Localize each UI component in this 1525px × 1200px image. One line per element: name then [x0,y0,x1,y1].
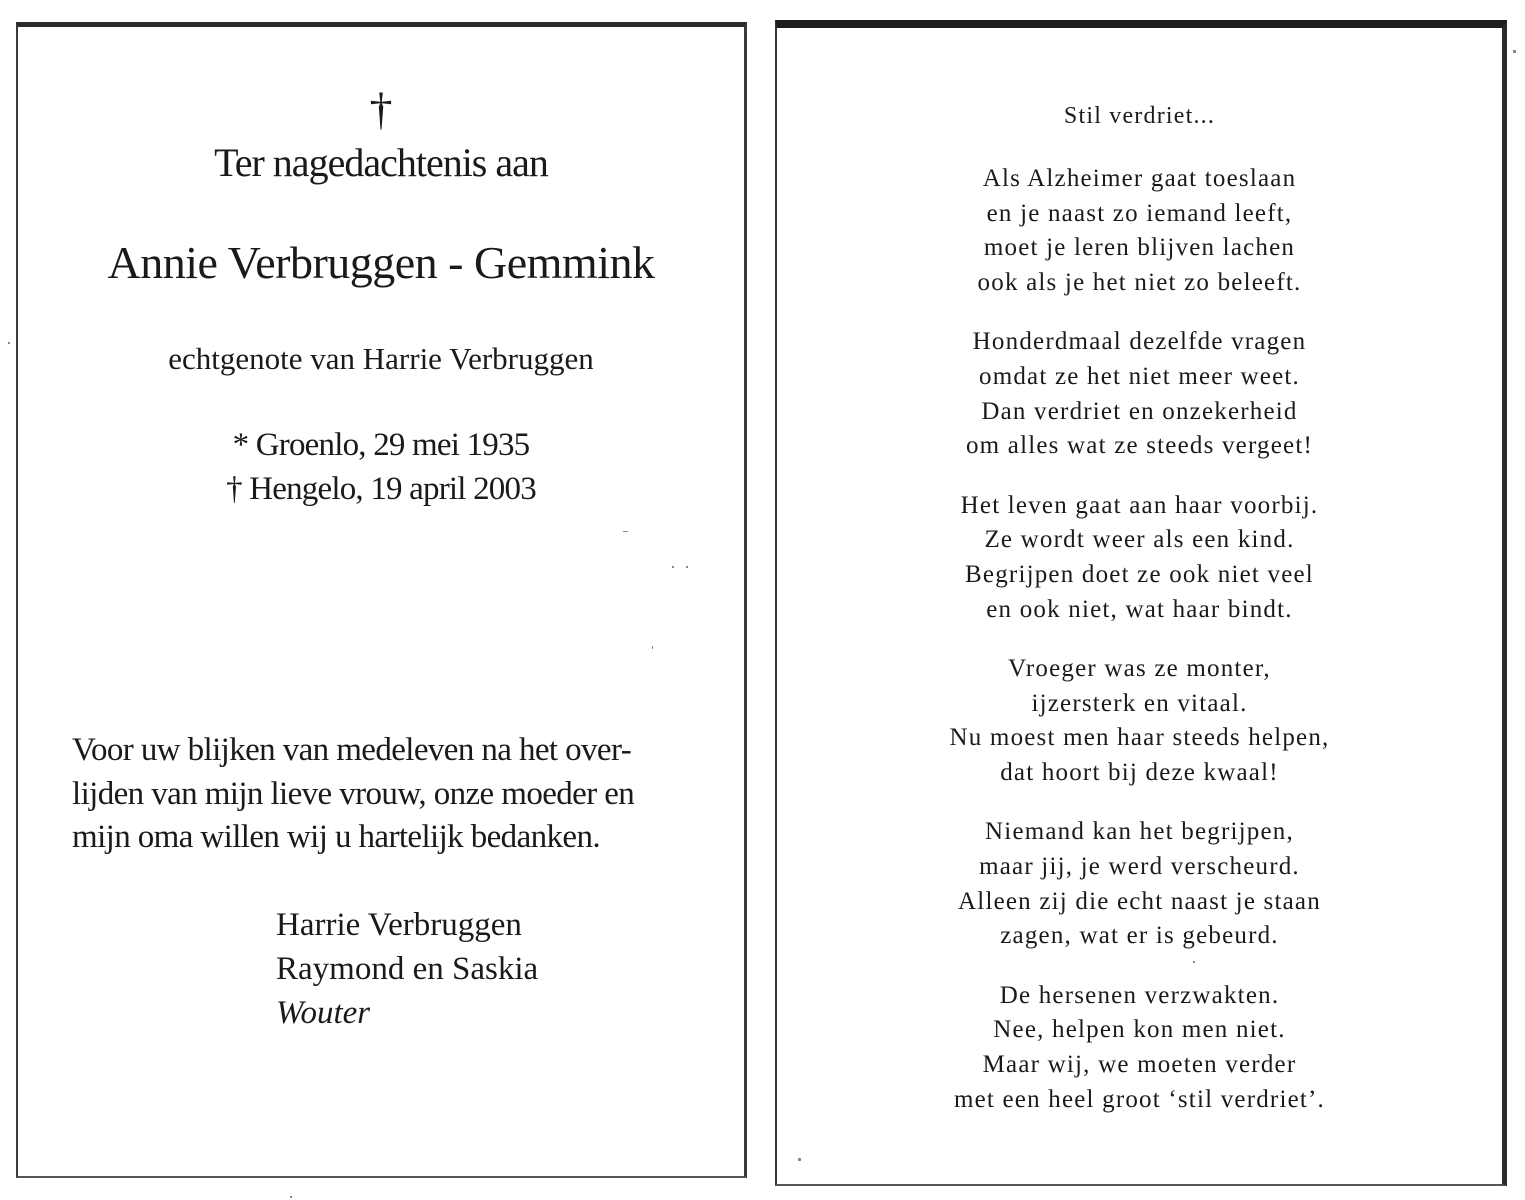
poem-line: moet je leren blijven lachen [983,234,1296,262]
signatory-children: Raymond en Saskia [276,951,539,987]
poem-stanza [777,815,1502,954]
death-line: † Hengelo, 19 april 2003 [226,471,536,507]
poem-line: Nu moest men haar steeds helpen, [949,724,1330,752]
signatory-grandchild: Wouter [276,995,371,1031]
poem-line: zagen, wat er is gebeurd. [1000,922,1279,950]
poem-line: om alles wat ze steeds vergeet! [965,432,1314,460]
thanks-paragraph [72,729,712,860]
poem-line: Vroeger was ze monter, [1008,654,1271,682]
poem-line: Honderdmaal dezelfde vragen [972,328,1307,356]
scan-speck [798,1158,801,1161]
signatories [276,903,538,1035]
scan-speck [672,566,674,568]
poem-line: Ze wordt weer als een kind. [984,526,1295,554]
poem-line: De hersenen verzwakten. [999,981,1280,1009]
poem-stanza [777,325,1502,464]
intro-text: Ter nagedachtenis aan [214,140,548,185]
thanks-line: lijden van mijn lieve vrouw, onze moeder en [72,775,635,812]
poem-line: en je naast zo iemand leeft, [986,199,1293,227]
poem-line: Het leven gaat aan haar voorbij. [960,491,1319,519]
poem-line: Maar wij, we moeten verder [982,1050,1297,1078]
deceased-name: Annie Verbruggen - Gemmink [107,237,655,288]
poem-line: Als Alzheimer gaat toeslaan [982,165,1297,192]
scan-speck [290,1196,292,1198]
scan-speck [652,646,653,649]
thanks-line: Voor uw blijken van medeleven na het over- [72,732,632,768]
poem-line: Nee, helpen kon men niet. [993,1016,1286,1044]
poem-line: omdat ze het niet meer weet. [979,363,1300,391]
poem-line: Begrijpen doet ze ook niet veel [965,561,1314,589]
memorial-card-back [775,20,1507,1186]
cross-icon: † [369,83,393,134]
poem-line: en ook niet, wat haar bindt. [986,595,1293,623]
scan-speck [623,531,628,532]
scan-speck [686,566,688,568]
poem-line: maar jij, je werd verscheurd. [979,852,1300,880]
thanks-line: mijn oma willen wij u hartelijk bedanken. [72,819,601,855]
poem [777,162,1502,1142]
poem-line: Niemand kan het begrijpen, [985,818,1294,846]
poem-line: met een heel groot ‘stil verdriet’. [953,1085,1326,1113]
poem-stanza [777,489,1502,628]
poem-title: Stil verdriet... [1063,103,1216,129]
poem-line: ook als je het niet zo beleeft. [977,269,1302,297]
scan-speck [1513,50,1516,53]
spouse-line: echtgenote van Harrie Verbruggen [168,341,594,376]
birth-line: * Groenlo, 29 mei 1935 [232,427,530,463]
poem-line: ijzersterk en vitaal. [1031,689,1248,717]
poem-line: Alleen zij die echt naast je staan [958,887,1321,915]
signatory-spouse: Harrie Verbruggen [276,907,522,943]
poem-stanza [777,162,1502,301]
poem-stanza [777,979,1502,1118]
poem-line: Dan verdriet en onzekerheid [981,397,1298,425]
scan-speck [8,342,10,344]
scan-speck [1193,961,1195,963]
poem-stanza [777,652,1502,791]
poem-line: dat hoort bij deze kwaal! [1000,759,1279,787]
memorial-card-front [16,22,747,1178]
